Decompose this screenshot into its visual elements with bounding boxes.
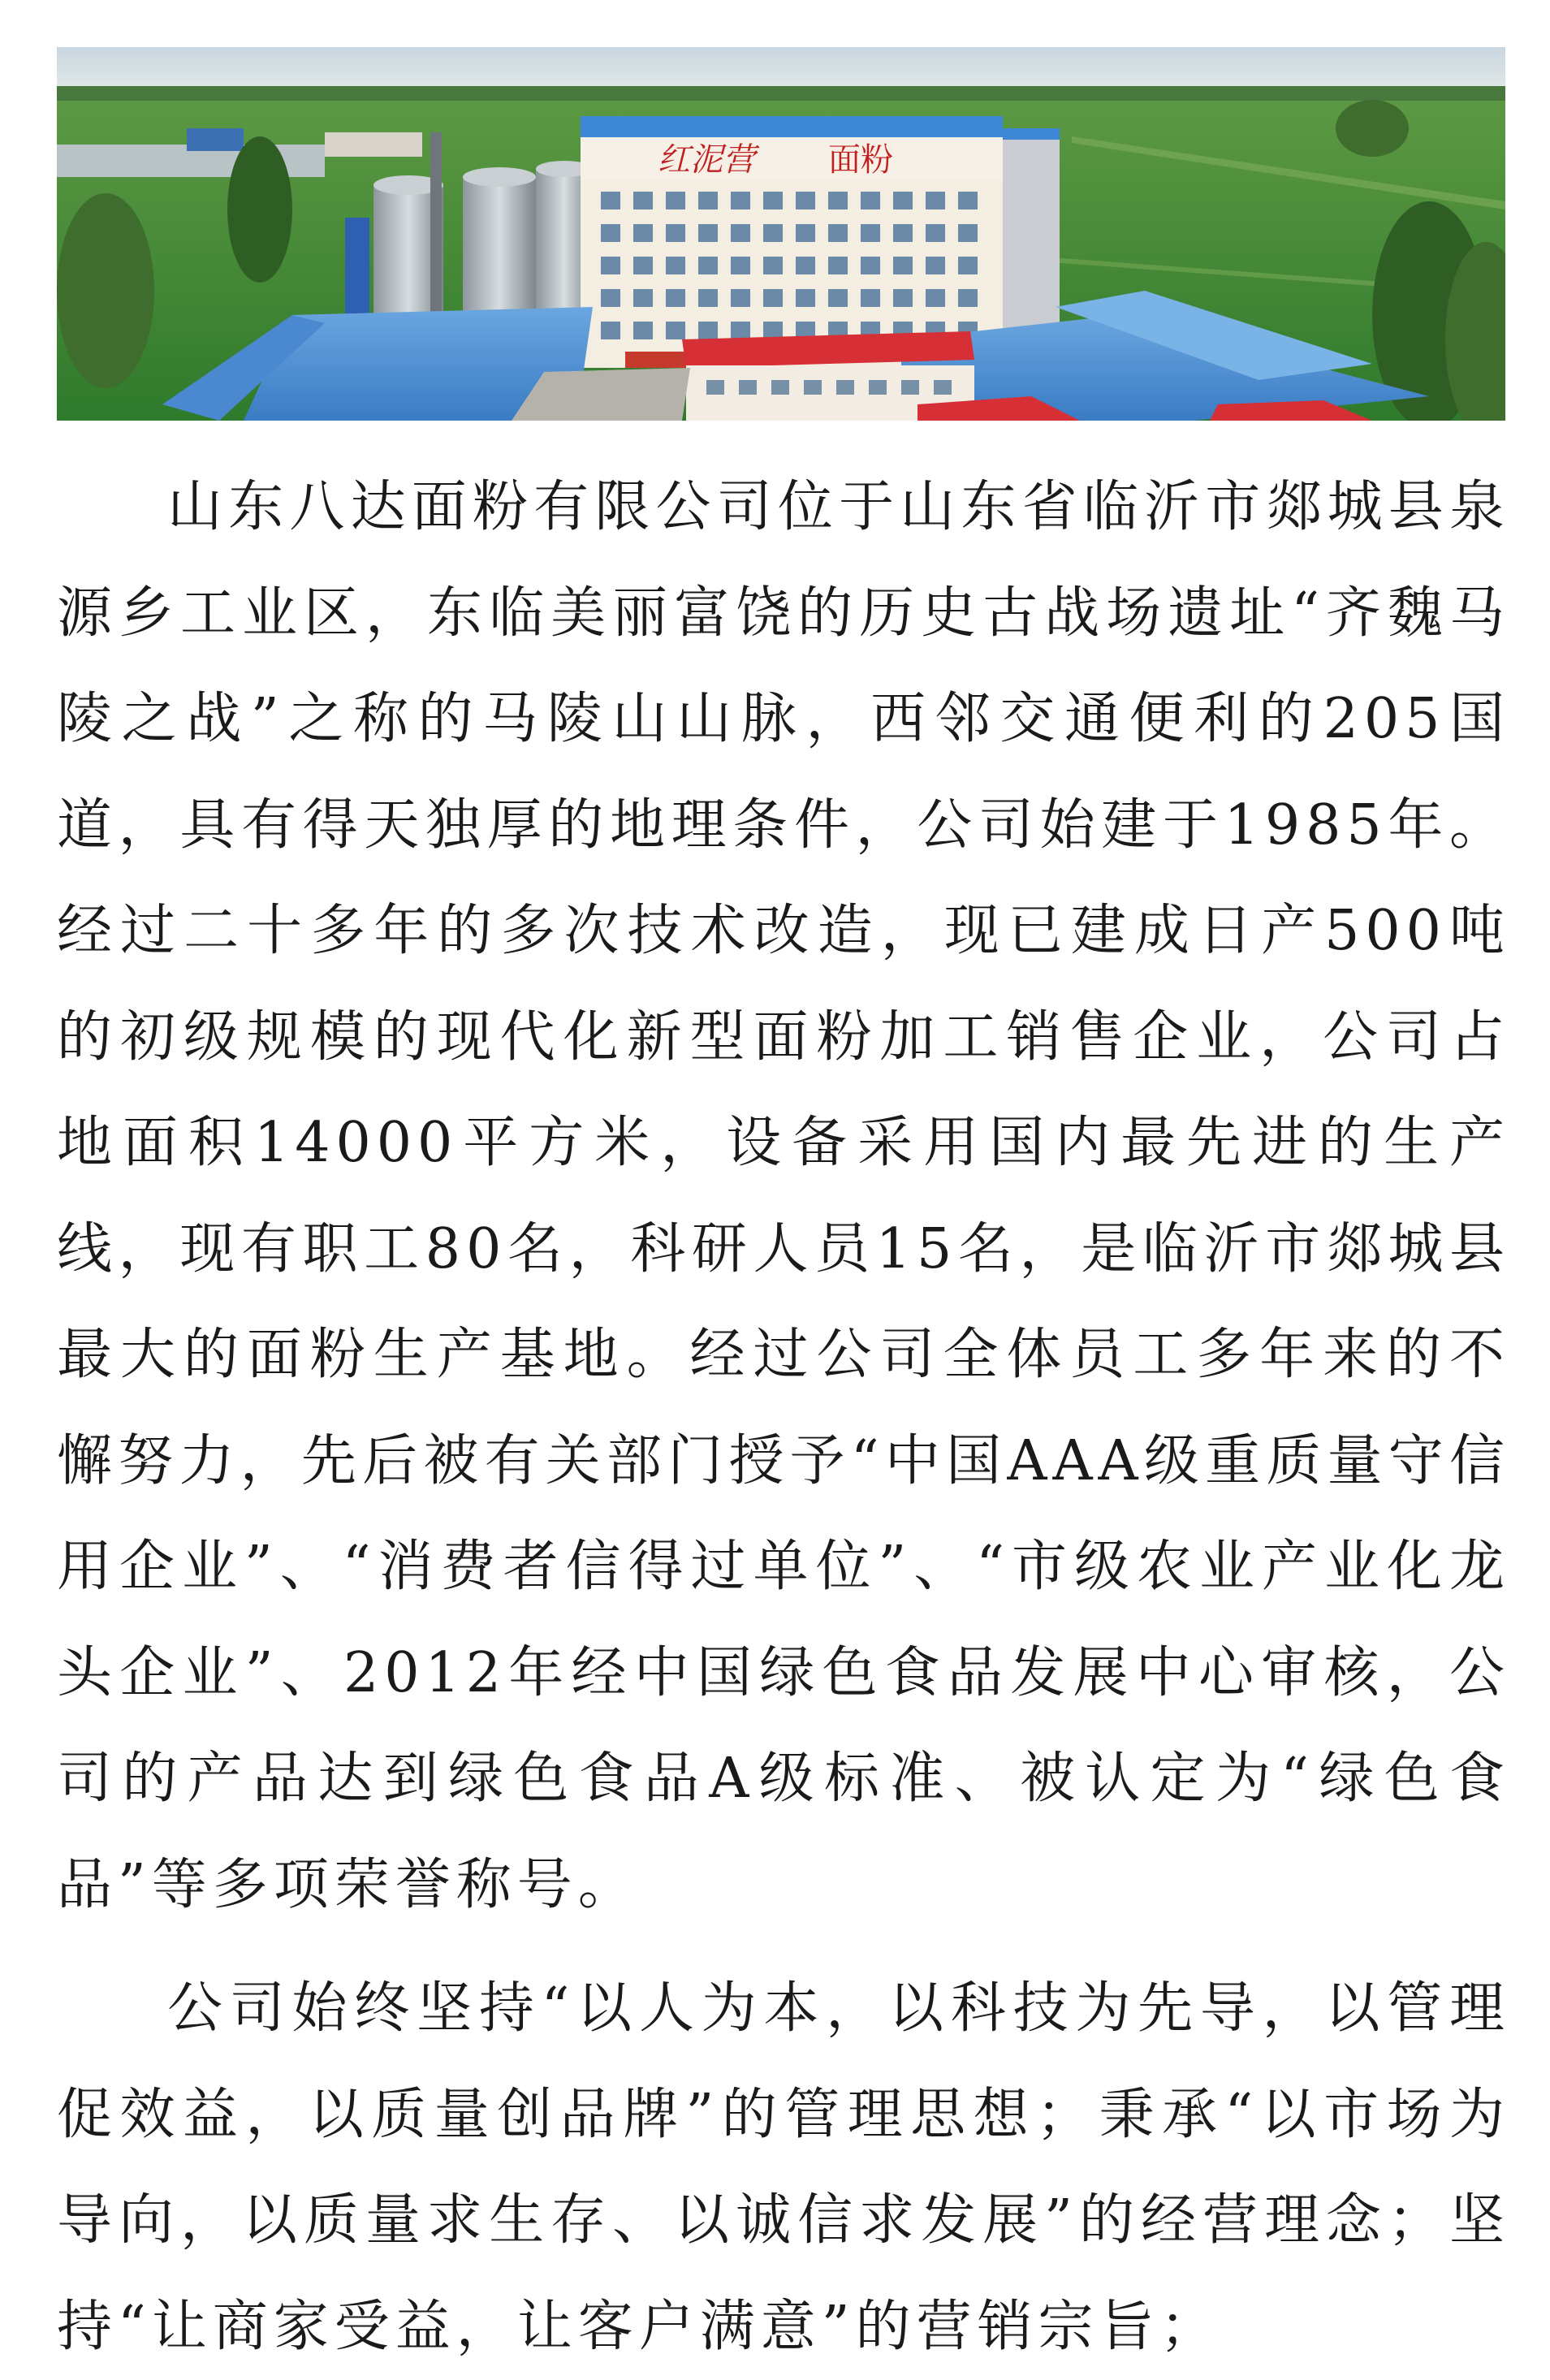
philosophy-paragraph: 公司始终坚持“以人为本，以科技为先导，以管理促效益，以质量创品牌”的管理思想；秉承“以市场为导向，以质量求生存、以诚信求发展”的经营理念；坚持“让商家受益，让客户满意”的营销宗旨；: [57, 1976, 1510, 2359]
factory-aerial-illustration: [57, 47, 1505, 421]
sign-product-text: 面粉: [828, 141, 893, 179]
factory-aerial-photo: [57, 47, 1505, 421]
sign-brand-text: 红泥营: [658, 141, 755, 179]
intro-paragraph: 山东八达面粉有限公司位于山东省临沂市郯城县泉源乡工业区，东临美丽富饶的历史古战场遗址“齐魏马陵之战”之称的马陵山山脉，西邻交通便利的205国道，具有得天独厚的地理条件，公司始建于1985年。经过二十多年的多次技术改造，现已建成日产500吨的初级规模的现代化新型面粉加工销售企业，公司占地面积14000平方米，设备采用国内最先进的生产线，现有职工80名，科研人员15名，是临沂市郯城县最大的面粉生产基地。经过公司全体员工多年来的不懈努力，先后被有关部门授予“中国AAA级重质量守信用企业”、“消费者信得过单位”、“市级农业产业化龙头企业”、2012年经中国绿色食品发展中心审核，公司的产品达到绿色食品A级标准、被认定为“绿色食品”等多项荣誉称号。: [57, 475, 1510, 1917]
company-introduction: [57, 455, 1510, 2380]
